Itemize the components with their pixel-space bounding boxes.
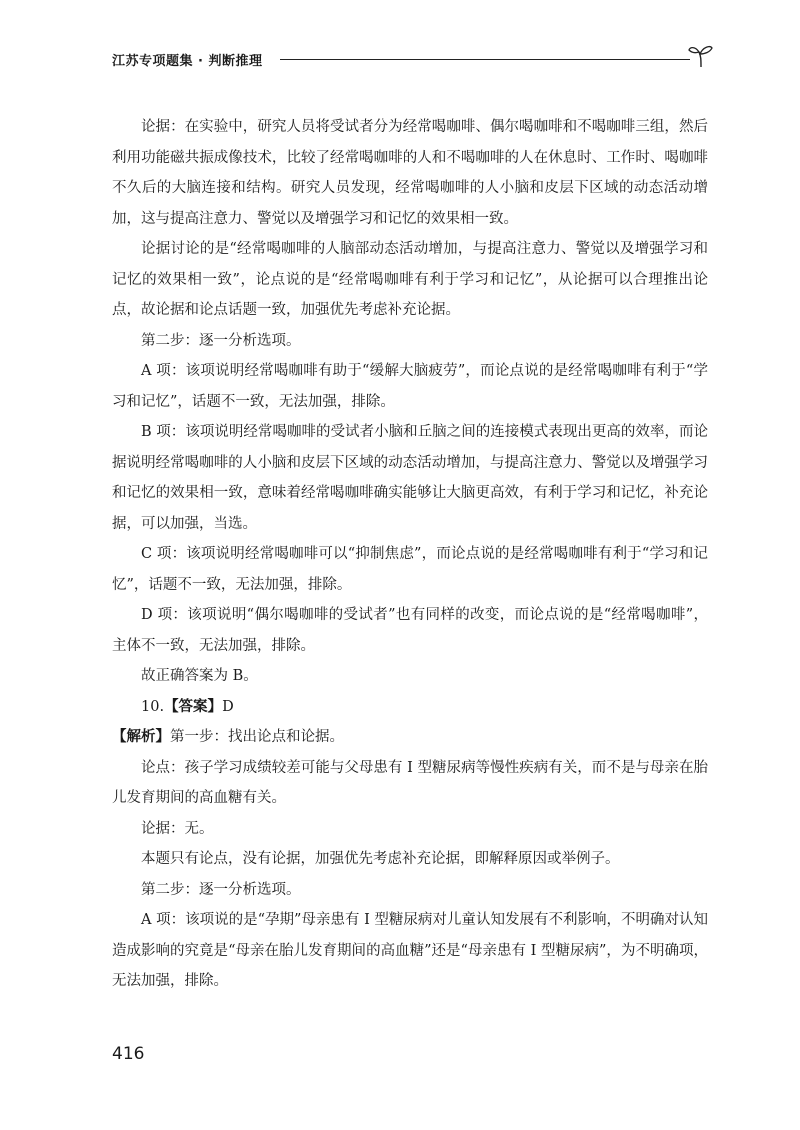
answer-value: D [222, 698, 234, 715]
paragraph: D 项：该项说明“偶尔喝咖啡的受试者”也有同样的改变，而论点说的是“经常喝咖啡”，主体不一致，无法加强，排除。 [112, 607, 708, 654]
running-header [112, 42, 712, 72]
paragraph: 故正确答案为 B。 [141, 668, 258, 684]
header-rule [280, 59, 690, 60]
paragraph: A 项：该项说明经常喝咖啡有助于“缓解大脑疲劳”，而论点说的是经常喝咖啡有利于“学习和记忆”，话题不一致，无法加强，排除。 [112, 363, 708, 410]
answer-line [112, 692, 708, 723]
analysis-label: 【解析】 [112, 728, 170, 745]
sprout-icon [688, 42, 714, 68]
analysis-step: 第一步：找出论点和论据。 [170, 729, 344, 745]
header-title: 江苏专项题集 · 判断推理 [112, 54, 263, 69]
paragraph: 第二步：逐一分析选项。 [141, 881, 301, 898]
paragraph: 论据：无。 [141, 820, 214, 837]
page-number: 416 [112, 1044, 145, 1064]
analysis-line [112, 722, 708, 753]
paragraph: 本题只有论点，没有论据，加强优先考虑补充论据，即解释原因或举例子。 [141, 851, 620, 867]
answer-label: 【答案】 [164, 697, 223, 715]
page-content [112, 112, 708, 997]
paragraph: C 项：该项说明经常喝咖啡可以“抑制焦虑”，而论点说的是经常喝咖啡有利于“学习和记忆”，话题不一致，无法加强，排除。 [112, 546, 708, 593]
paragraph: 论据：在实验中，研究人员将受试者分为经常喝咖啡、偶尔喝咖啡和不喝咖啡三组，然后利用功能磁共振成像技术，比较了经常喝咖啡的人和不喝咖啡的人在休息时、工作时、喝咖啡不久后的大脑连接和结构。研究人员发现，经常喝咖啡的人小脑和皮层下区域的动态活动增加，这与提高注意力、警觉以及增强学习和记忆的效果相一致。 [112, 119, 708, 227]
paragraph: 论据讨论的是“经常喝咖啡的人脑部动态活动增加，与提高注意力、警觉以及增强学习和记忆的效果相一致”，论点说的是“经常喝咖啡有利于学习和记忆”，从论据可以合理推出论点，故论据和论点话题一致，加强优先考虑补充论据。 [112, 241, 708, 318]
paragraph: A 项：该项说的是“孕期”母亲患有 Ⅰ 型糖尿病对儿童认知发展有不利影响，不明确对认知造成影响的究竟是“母亲在胎儿发育期间的高血糖”还是“母亲患有 Ⅰ 型糖尿病”，为不明确项，无法加强，排除。 [112, 912, 708, 989]
paragraph: 论点：孩子学习成绩较差可能与父母患有 Ⅰ 型糖尿病等慢性疾病有关，而不是与母亲在胎儿发育期间的高血糖有关。 [112, 759, 708, 806]
paragraph: 第二步：逐一分析选项。 [141, 332, 301, 349]
paragraph: B 项：该项说明经常喝咖啡的受试者小脑和丘脑之间的连接模式表现出更高的效率，而论据说明经常喝咖啡的人小脑和皮层下区域的动态活动增加，与提高注意力、警觉以及增强学习和记忆的效果相一致，意味着经常喝咖啡确实能够让大脑更高效，有利于学习和记忆，补充论据，可以加强，当选。 [112, 424, 708, 532]
question-number: 10. [141, 698, 165, 715]
